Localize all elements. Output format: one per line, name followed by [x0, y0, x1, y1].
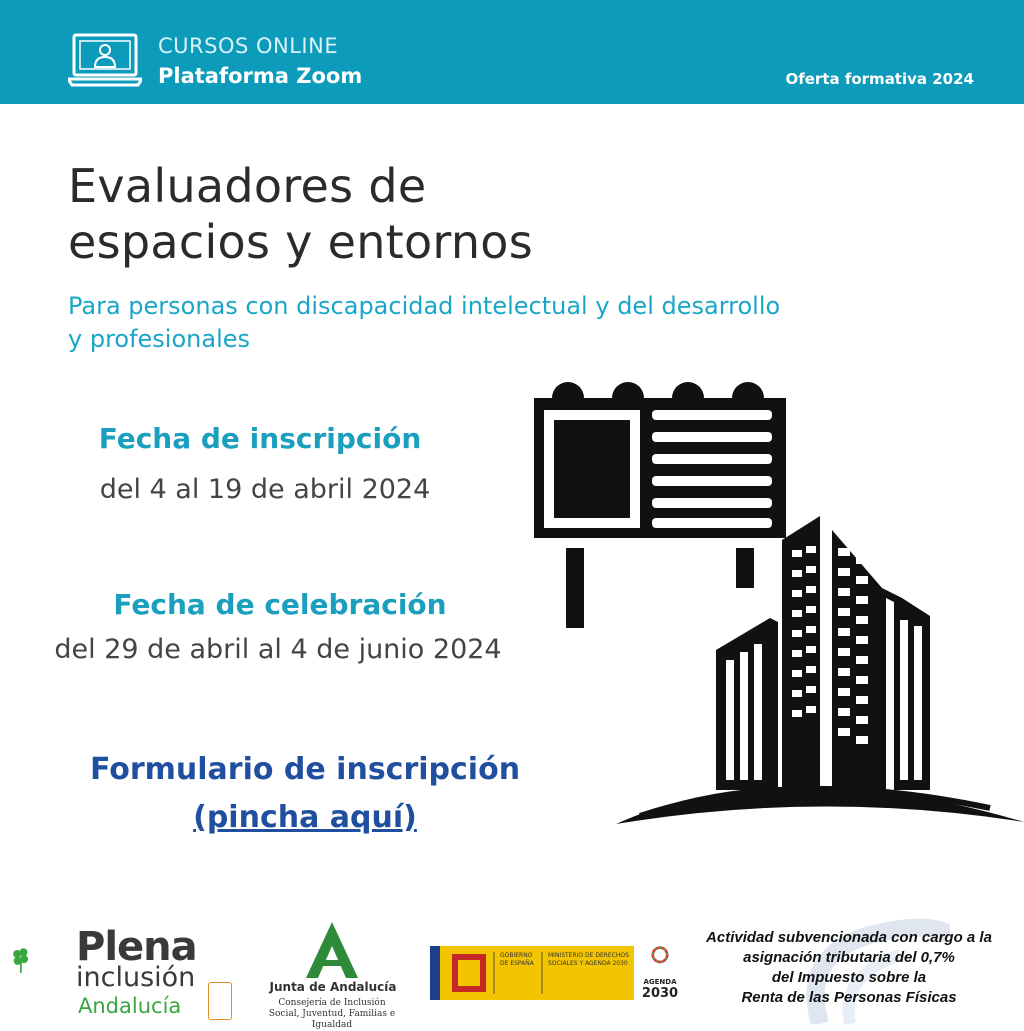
subtitle: [68, 290, 948, 356]
brand-line1: CURSOS ONLINE: [158, 34, 339, 58]
tax-line4: Renta de las Personas Físicas: [741, 989, 957, 1006]
ministerio-label: MINISTERIO DE DERECHOS SOCIALES Y AGENDA 2030: [548, 952, 629, 967]
celebration-label: Fecha de celebración: [113, 588, 447, 621]
subtitle-line1: Para personas con discapacidad intelectual y del desarrollo: [68, 292, 781, 320]
registration-dates: del 4 al 19 de abril 2024: [99, 474, 431, 505]
page-title: [68, 158, 768, 270]
offer-label: Oferta formativa 2024: [785, 70, 974, 88]
laptop-user-icon: [68, 33, 142, 89]
junta-department: Consejería de Inclusión Social, Juventud, Familias e Igualdad: [268, 998, 396, 1030]
clover-icon: [12, 922, 78, 1002]
tax-line3: del Impuesto sobre la: [771, 969, 927, 986]
sdg-wheel-icon: [640, 946, 680, 978]
tax-line2: asignación tributaria del 0,7%: [743, 949, 955, 966]
title-line1: Evaluadores de: [68, 159, 427, 213]
form-label: Formulario de inscripción: [89, 752, 521, 787]
tax-line1: Actividad subvencionada con cargo a la: [706, 929, 992, 946]
form-link[interactable]: (pincha aquí): [193, 800, 417, 835]
junta-a-icon: [302, 920, 362, 980]
subtitle-line2: y profesionales: [68, 325, 251, 353]
celebration-dates: del 29 de abril al 4 de junio 2024: [54, 634, 502, 665]
accessibility-badge: [208, 982, 232, 1020]
junta-name: Junta de Andalucía: [269, 980, 397, 994]
tax-note: [682, 928, 1016, 1008]
registration-label: Fecha de inscripción: [98, 422, 422, 455]
header-bar: [0, 0, 1024, 104]
plena-region: Andalucía: [78, 994, 182, 1018]
agenda-label: AGENDA: [643, 978, 677, 986]
agenda-year: 2030: [641, 986, 679, 1001]
plena-inclusion: inclusión: [76, 962, 196, 993]
gobierno-label: GOBIERNO DE ESPAÑA: [500, 952, 534, 967]
brand-line2: Plataforma Zoom: [158, 64, 363, 88]
billboard-building-icon: [520, 370, 1024, 830]
plena-name: Plena: [76, 924, 197, 970]
title-line2: espacios y entornos: [68, 215, 534, 269]
